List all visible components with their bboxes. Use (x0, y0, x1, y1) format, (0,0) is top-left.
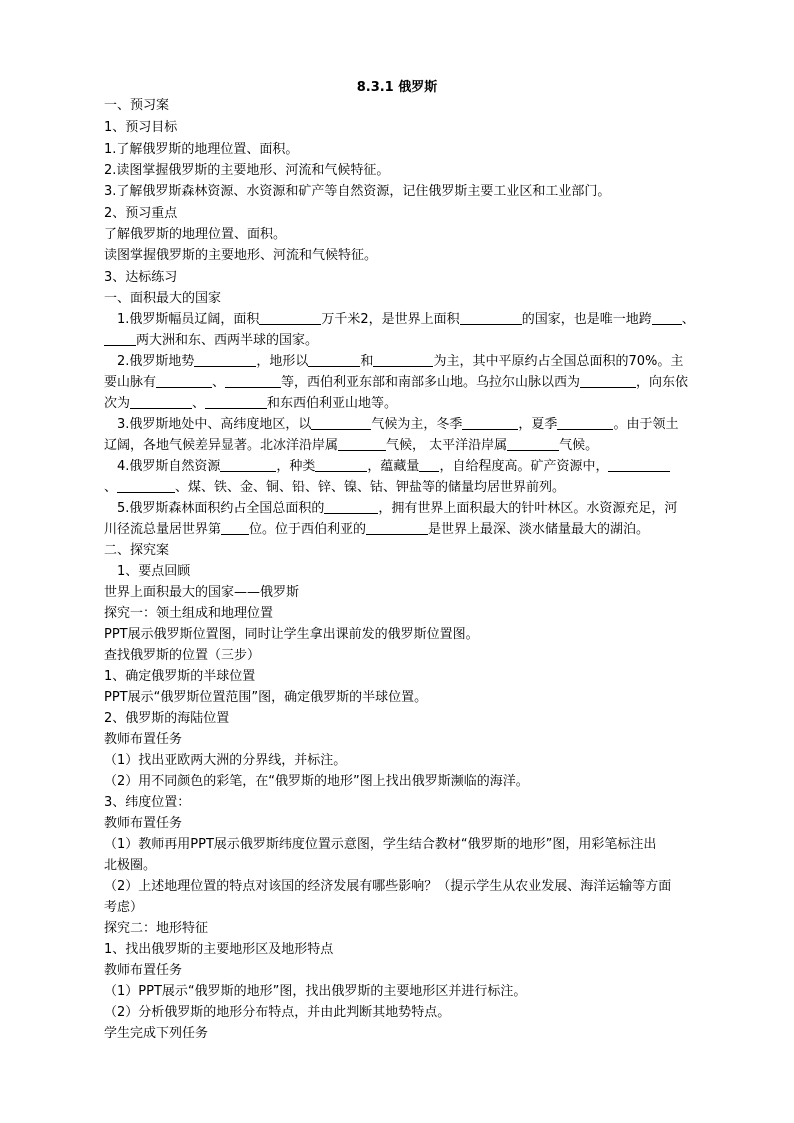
text-line: （1）PPT展示“俄罗斯的地形”图，找出俄罗斯的主要地形区并进行标注。 (104, 984, 527, 999)
document-title: 8.3.1 俄罗斯 (356, 80, 438, 95)
subheading-objectives: 1、预习目标 (104, 120, 178, 135)
exercise-text: 、 (212, 375, 226, 390)
fill-blank[interactable] (308, 353, 360, 367)
text-line: 1、确定俄罗斯的半球位置 (104, 669, 256, 684)
fill-blank[interactable] (608, 458, 670, 472)
exercise-q2-line2 (104, 373, 716, 393)
exercise-text: 辽阔，各地气候差异显著。北冰洋沿岸属 (104, 438, 339, 453)
fill-blank[interactable] (104, 332, 136, 346)
text-line: 3、纬度位置： (104, 795, 191, 810)
exercise-text: 等，西伯利亚东部和南部多山地。乌拉尔山脉以西为 (281, 375, 581, 390)
text-line: 1、要点回顾 (117, 564, 191, 579)
exercise-text: 、 (192, 396, 206, 411)
exercise-text: 5.俄罗斯森林面积约占全国总面积的 (117, 501, 325, 516)
fill-blank[interactable] (462, 416, 518, 430)
fill-blank[interactable] (220, 458, 276, 472)
exercise-q5-line2 (104, 520, 716, 540)
exercise-text: 。由于领土 (613, 417, 679, 432)
exercise-text: 4.俄罗斯自然资源 (117, 459, 221, 474)
text-line: PPT展示“俄罗斯位置范围”图，确定俄罗斯的半球位置。 (104, 690, 428, 705)
objective-3: 3.了解俄罗斯森林资源、水资源和矿产等自然资源，记住俄罗斯主要工业区和工业部门。 (104, 184, 611, 199)
fill-blank[interactable] (311, 416, 371, 430)
exercise-text: 位。位于西伯利亚的 (249, 522, 367, 537)
fill-blank[interactable] (460, 311, 522, 325)
fill-blank[interactable] (194, 353, 256, 367)
fill-blank[interactable] (557, 416, 613, 430)
exercise-q4-line1 (117, 457, 729, 477)
exercise-text: ，地形以 (256, 354, 309, 369)
fill-blank[interactable] (324, 500, 378, 514)
fill-blank[interactable] (507, 437, 559, 451)
text-line: （1）找出亚欧两大洲的分界线，并标注。 (104, 753, 347, 768)
exercise-text: ，拥有世界上面积最大的针叶林区。水资源充足，河 (378, 501, 678, 516)
exercise-text: 为主，其中平原约占全国总面积的70%。主 (433, 354, 684, 369)
fill-blank[interactable] (373, 353, 433, 367)
exercise-q2-line1 (117, 352, 729, 372)
fill-blank[interactable] (580, 374, 636, 388)
exercise-text: 、 (104, 480, 118, 495)
fill-blank[interactable] (205, 395, 267, 409)
fill-blank[interactable] (315, 458, 367, 472)
text-line: 考虑） (104, 900, 144, 915)
practice-topic-heading: 一、面积最大的国家 (104, 291, 222, 306)
exercise-text: ，种类 (276, 459, 316, 474)
exercise-text: 的国家，也是唯一地跨 (521, 312, 652, 327)
key-point-1: 了解俄罗斯的地理位置、面积。 (104, 227, 287, 242)
exercise-text: 两大洲和东、西两半球的国家。 (136, 333, 319, 348)
exercise-text: 1.俄罗斯幅员辽阔，面积 (117, 312, 260, 327)
exercise-q5-line1 (117, 499, 729, 519)
fill-blank[interactable] (652, 311, 682, 325)
fill-blank[interactable] (117, 479, 175, 493)
exercise-q3-line1 (117, 415, 729, 435)
text-line: 教师布置任务 (104, 816, 183, 831)
text-line: （2）分析俄罗斯的地形分布特点，并由此判断其地势特点。 (104, 1005, 451, 1020)
fill-blank[interactable] (225, 374, 281, 388)
text-line: 2、俄罗斯的海陆位置 (104, 711, 230, 726)
fill-blank[interactable] (419, 458, 439, 472)
exercise-text: ，自给程度高。矿产资源中， (439, 459, 609, 474)
exercise-text: 次为 (104, 396, 131, 411)
exercise-text: 川径流总量居世界第 (104, 522, 222, 537)
exercise-text: 万千米2，是世界上面积 (321, 312, 460, 327)
exercise-text: 和 (360, 354, 374, 369)
text-line: 教师布置任务 (104, 963, 183, 978)
exercise-text: 3.俄罗斯地处中、高纬度地区，以 (117, 417, 312, 432)
text-line: 北极圈。 (104, 858, 157, 873)
objective-2: 2.读图掌握俄罗斯的主要地形、河流和气候特征。 (104, 163, 390, 178)
exercise-q1-line2 (104, 331, 716, 351)
text-line: 探究二：地形特征 (104, 921, 209, 936)
section-heading-preview: 一、预习案 (104, 98, 170, 113)
exercise-text: 是世界上最深、淡水储量最大的湖泊。 (428, 522, 650, 537)
fill-blank[interactable] (338, 437, 386, 451)
fill-blank[interactable] (156, 374, 212, 388)
exercise-text: ，向东依 (636, 375, 689, 390)
text-line: 世界上面积最大的国家——俄罗斯 (104, 585, 300, 600)
exercise-text: 气候。 (559, 438, 599, 453)
exercise-text: 、煤、铁、金、铜、铅、锌、镍、钴、钾盐等的储量均居世界前列。 (175, 480, 566, 495)
text-line: 教师布置任务 (104, 732, 183, 747)
exercise-text: ，夏季 (518, 417, 558, 432)
fill-blank[interactable] (221, 521, 249, 535)
text-line: 1、找出俄罗斯的主要地形区及地形特点 (104, 942, 334, 957)
fill-blank[interactable] (366, 521, 428, 535)
exercise-text: 气候为主，冬季 (371, 417, 463, 432)
subheading-key-points: 2、预习重点 (104, 206, 178, 221)
text-line: 探究一：领土组成和地理位置 (104, 606, 274, 621)
text-line: PPT展示俄罗斯位置图，同时让学生拿出课前发的俄罗斯位置图。 (104, 627, 479, 642)
objective-1: 1.了解俄罗斯的地理位置、面积。 (104, 142, 299, 157)
text-line: 学生完成下列任务 (104, 1026, 209, 1041)
section-heading-inquiry: 二、探究案 (104, 543, 170, 558)
text-line: （2）上述地理位置的特点对该国的经济发展有哪些影响？（提示学生从农业发展、海洋运输等方面 (104, 879, 672, 894)
exercise-text: 2.俄罗斯地势 (117, 354, 195, 369)
exercise-text: 和东西伯利亚山地等。 (267, 396, 398, 411)
exercise-text: 、 (681, 312, 695, 327)
exercise-q2-line3 (104, 394, 716, 414)
exercise-text: ，蕴藏量 (367, 459, 420, 474)
fill-blank[interactable] (130, 395, 192, 409)
text-line: 查找俄罗斯的位置（三步） (104, 648, 261, 663)
exercise-q3-line2 (104, 436, 716, 456)
text-line: （1）教师再用PPT展示俄罗斯纬度位置示意图，学生结合教材“俄罗斯的地形”图，用彩笔标注出 (104, 837, 657, 852)
exercise-text: 气候， 太平洋沿岸属 (386, 438, 508, 453)
key-point-2: 读图掌握俄罗斯的主要地形、河流和气候特征。 (104, 248, 378, 263)
exercise-q4-line2 (104, 478, 716, 498)
exercise-text: 要山脉有 (104, 375, 157, 390)
fill-blank[interactable] (259, 311, 321, 325)
exercise-q1-line1 (117, 310, 729, 330)
text-line: （2）用不同颜色的彩笔，在“俄罗斯的地形”图上找出俄罗斯濒临的海洋。 (104, 774, 529, 789)
subheading-practice: 3、达标练习 (104, 270, 178, 285)
